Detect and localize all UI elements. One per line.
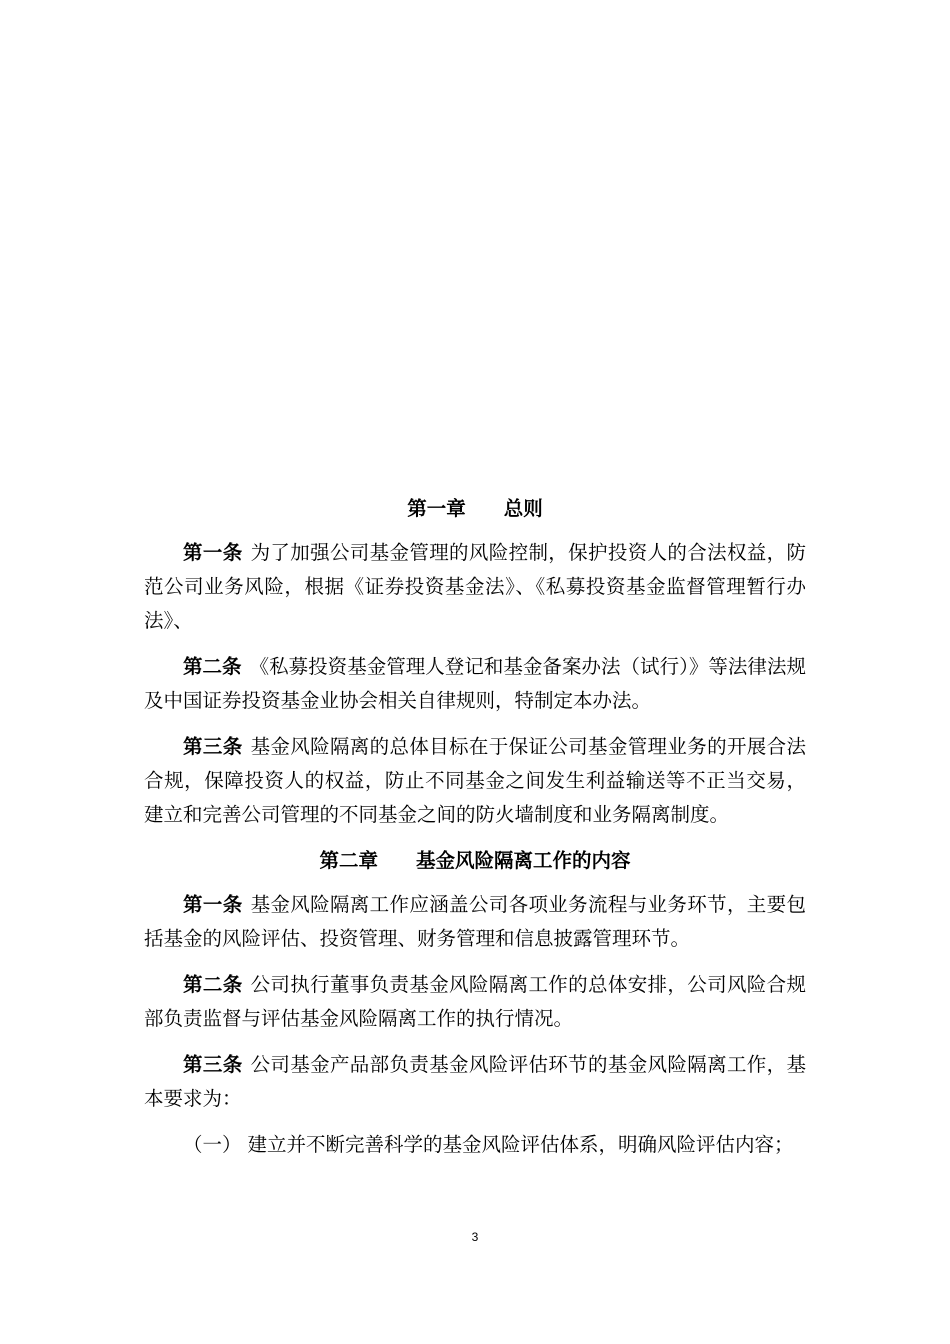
chapter-1-number: 第一章 bbox=[407, 497, 466, 520]
chapter-2-title: 基金风险隔离工作的内容 bbox=[416, 849, 631, 872]
article-label: 第三条 bbox=[183, 735, 243, 758]
article-label: 第三条 bbox=[183, 1053, 243, 1076]
item-text: 建立并不断完善科学的基金风险评估体系，明确风险评估内容； bbox=[247, 1133, 794, 1156]
document-body bbox=[144, 492, 806, 1162]
article-text: 基金风险隔离的总体目标在于保证公司基金管理业务的开展合法合规，保障投资人的权益，防止不同基金之间发生利益输送等不正当交易，建立和完善公司管理的不同基金之间的防火墙制度和业务隔离制度。 bbox=[144, 735, 806, 826]
chapter-2-article-1 bbox=[144, 888, 806, 956]
item-number: （一） bbox=[183, 1133, 242, 1156]
chapter-1-title: 总则 bbox=[503, 497, 543, 520]
article-label: 第一条 bbox=[183, 541, 243, 564]
article-label: 第一条 bbox=[183, 893, 243, 916]
chapter-2-article-3 bbox=[144, 1048, 806, 1116]
chapter-2-heading bbox=[144, 844, 806, 878]
page-number: 3 bbox=[471, 1230, 479, 1244]
article-label: 第二条 bbox=[183, 973, 243, 996]
chapter-2-number: 第二章 bbox=[319, 849, 378, 872]
article-text: 公司执行董事负责基金风险隔离工作的总体安排，公司风险合规部负责监督与评估基金风险隔离工作的执行情况。 bbox=[144, 973, 806, 1030]
article-text: 《私募投资基金管理人登记和基金备案办法（试行）》等法律法规及中国证券投资基金业协会相关自律规则，特制定本办法。 bbox=[144, 655, 806, 712]
chapter-1-article-1 bbox=[144, 536, 806, 638]
article-label: 第二条 bbox=[183, 655, 242, 678]
chapter-2-item-1 bbox=[144, 1128, 806, 1162]
article-text: 为了加强公司基金管理的风险控制，保护投资人的合法权益，防范公司业务风险，根据《证券投资基金法》、《私募投资基金监督管理暂行办法》、 bbox=[144, 541, 806, 632]
article-text: 基金风险隔离工作应涵盖公司各项业务流程与业务环节，主要包括基金的风险评估、投资管理、财务管理和信息披露管理环节。 bbox=[144, 893, 806, 950]
chapter-2-article-2 bbox=[144, 968, 806, 1036]
article-text: 公司基金产品部负责基金风险评估环节的基金风险隔离工作，基本要求为： bbox=[144, 1053, 806, 1110]
chapter-1-article-2 bbox=[144, 650, 806, 718]
chapter-1-heading bbox=[144, 492, 806, 526]
chapter-1-article-3 bbox=[144, 730, 806, 832]
